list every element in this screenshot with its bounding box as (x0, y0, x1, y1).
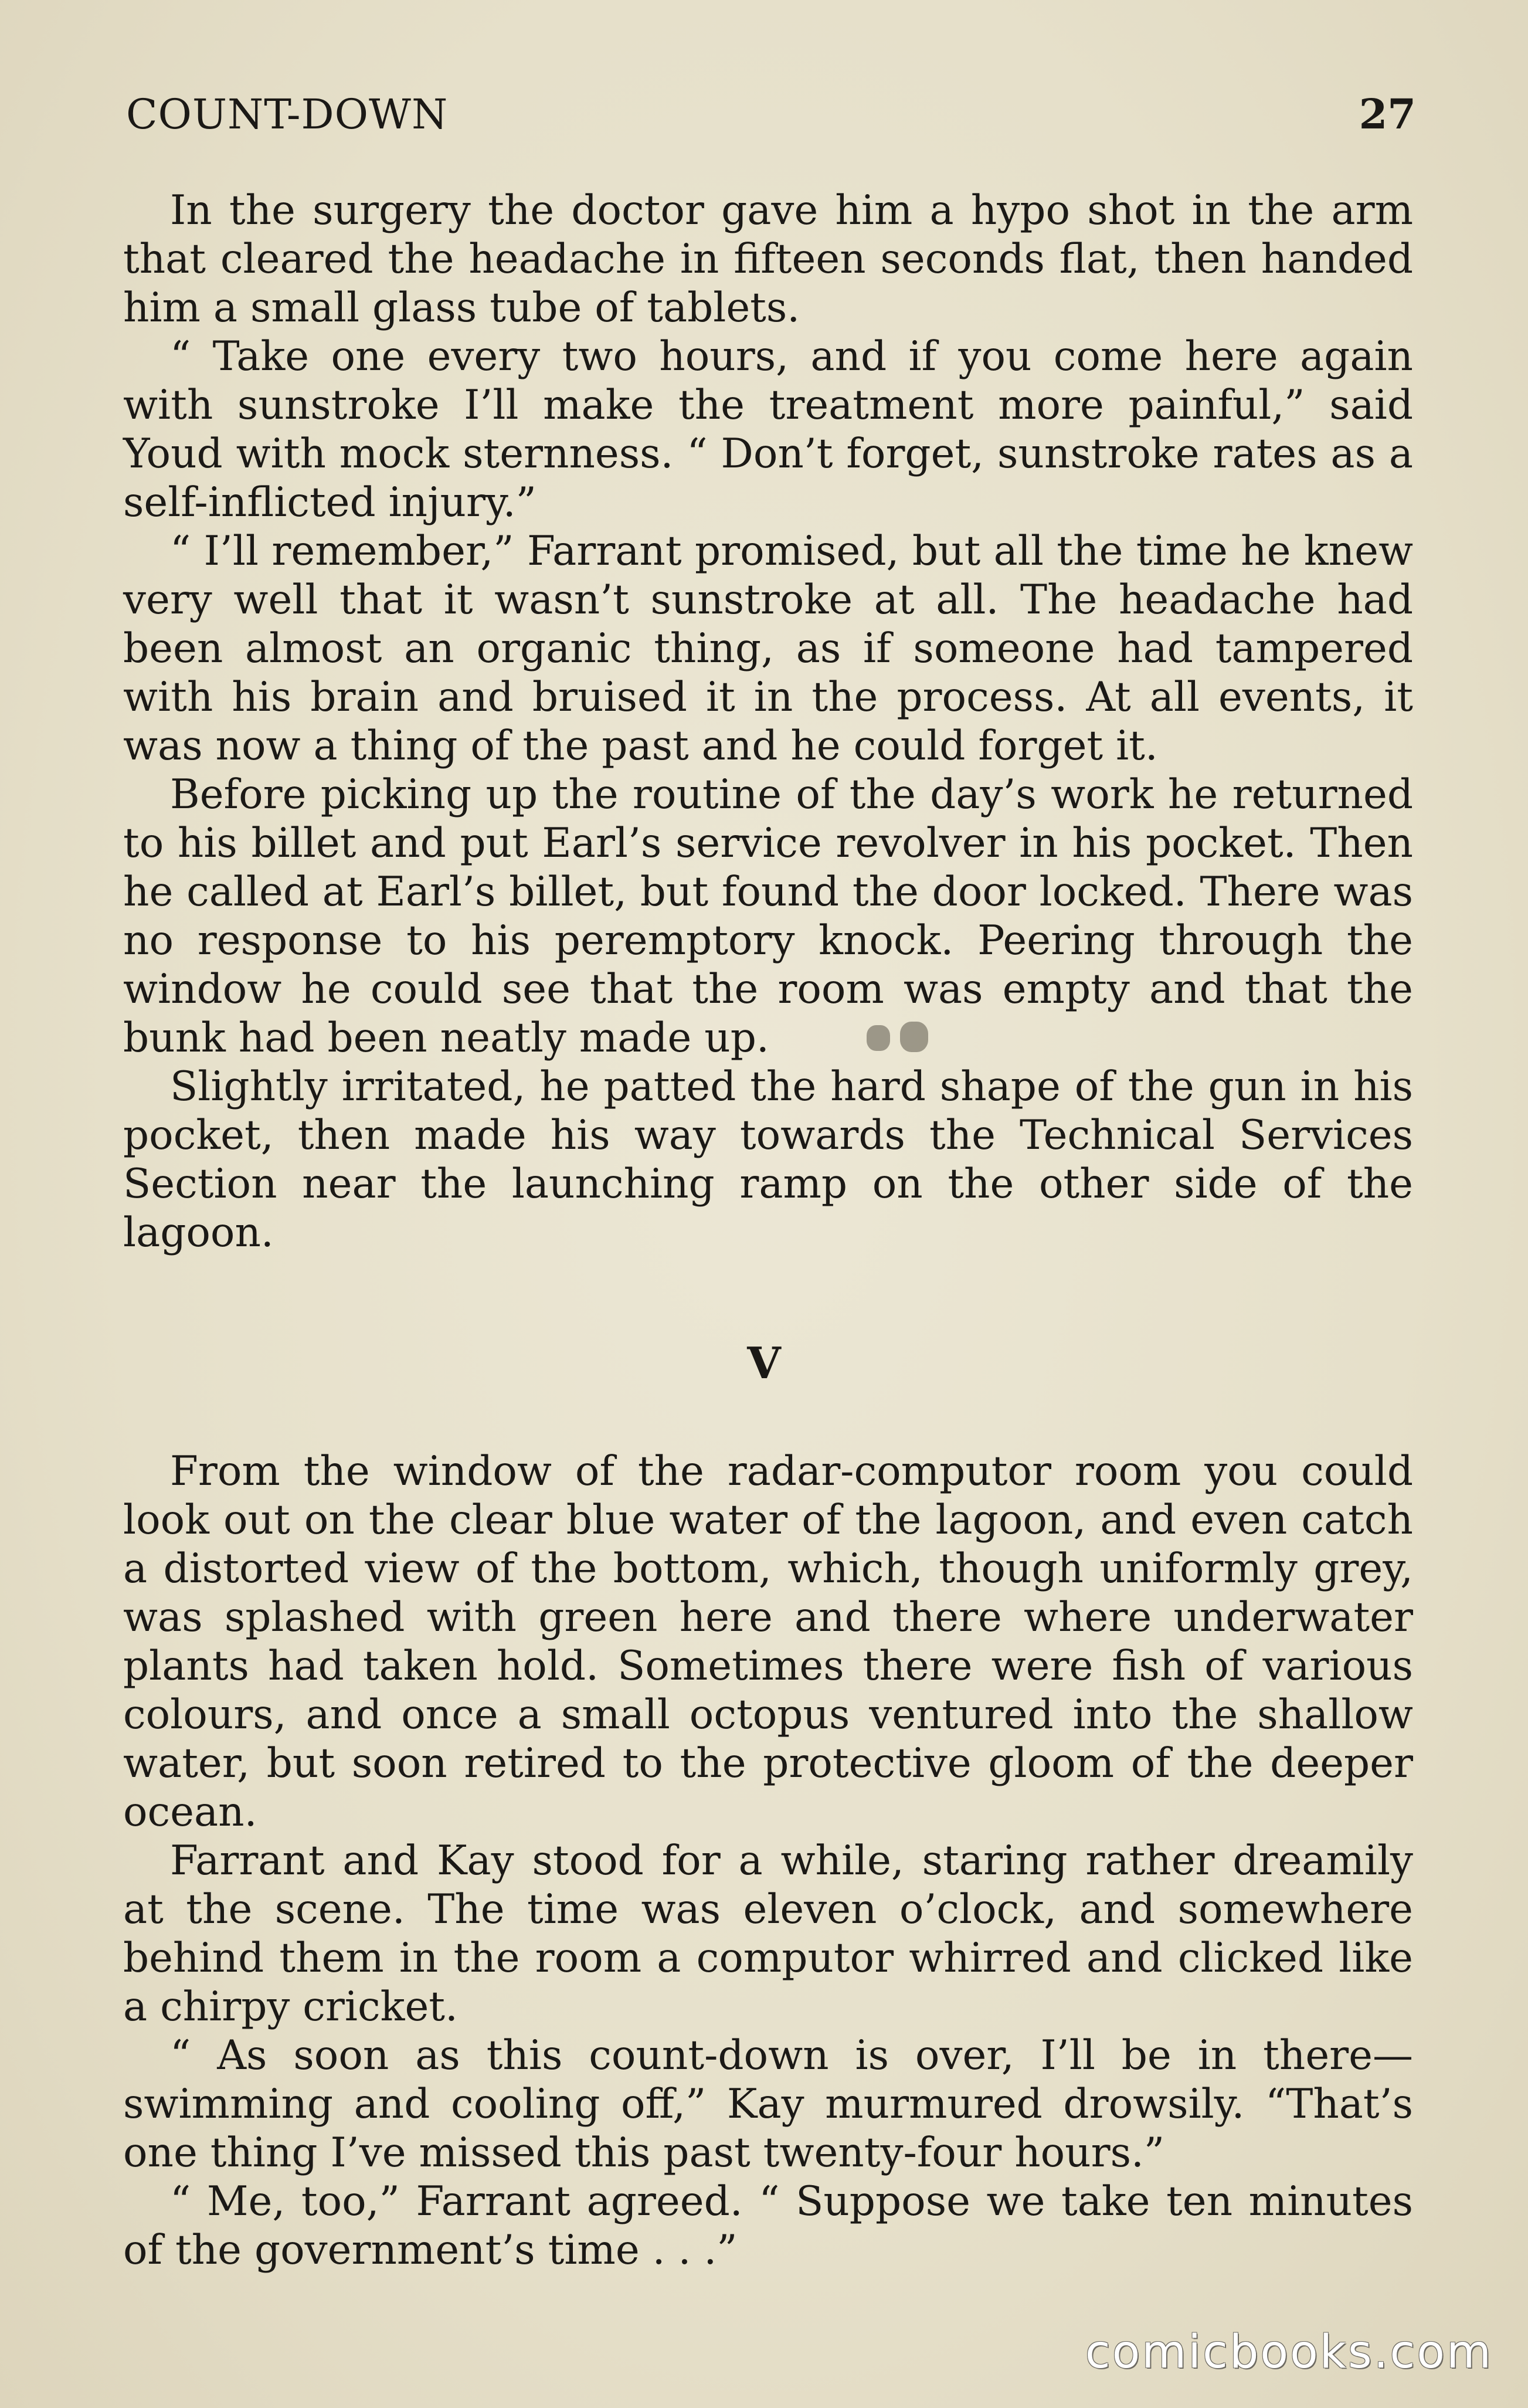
paragraph: Farrant and Kay stood for a while, staring rather dreamily at the scene. The time was eleven o’clock, and somewhere behind them in the room a computor whirred and clicked like a chirpy cricket. (123, 1837, 1413, 2030)
paragraph: “ I’ll remember,” Farrant promised, but all the time he knew very well that it wasn’t sunstroke at all. The headache had been almost an organic thing, as if someone had tampered with his brain and bruised it in the process. At all events, it was now a thing of the past and he could forget it. (123, 528, 1413, 769)
text-block-after-section (123, 1447, 1413, 2275)
page-header (126, 88, 1416, 141)
watermark: comicbooks.com (1085, 2326, 1493, 2379)
running-title: COUNT-DOWN (126, 90, 449, 138)
page-number: 27 (1359, 90, 1416, 138)
paragraph: “ Me, too,” Farrant agreed. “ Suppose we take ten minutes of the government’s time . . .” (123, 2178, 1413, 2274)
paragraph: Slightly irritated, he patted the hard shape of the gun in his pocket, then made his way towards the Technical Services Section near the launching ramp on the other side of the lagoon. (123, 1063, 1413, 1256)
paragraph: In the surgery the doctor gave him a hypo shot in the arm that cleared the headache in fifteen seconds flat, then handed him a small glass tube of tablets. (123, 187, 1413, 331)
paragraph: “ As soon as this count-down is over, I’ll be in there—swimming and cooling off,” Kay murmured drowsily. “That’s one thing I’ve missed this past twenty-four hours.” (123, 2032, 1413, 2176)
ink-smudge (900, 1022, 928, 1052)
paragraph: “ Take one every two hours, and if you come here again with sunstroke I’ll make the treatment more painful,” said Youd with mock sternness. “ Don’t forget, sunstroke rates as a self-inflicted injury.” (123, 333, 1413, 526)
paragraph: Before picking up the routine of the day’s work he returned to his billet and put Earl’s service revolver in his pocket. Then he called at Earl’s billet, but found the door locked. There was no response to his peremptory knock. Peering through the window he could see that the room was empty and that the bunk had been neatly made up. (123, 771, 1413, 1061)
paragraph: From the window of the radar-computor room you could look out on the clear blue water of the lagoon, and even catch a distorted view of the bottom, which, though uniformly grey, was splashed with green here and there where underwater plants had taken hold. Sometimes there were fish of various colours, and once a small octopus ventured into the shallow water, but soon retired to the protective gloom of the deeper ocean. (123, 1448, 1413, 1836)
section-heading: V (747, 1338, 781, 1389)
ink-smudge (867, 1025, 890, 1051)
text-block-before-section (123, 186, 1413, 1257)
